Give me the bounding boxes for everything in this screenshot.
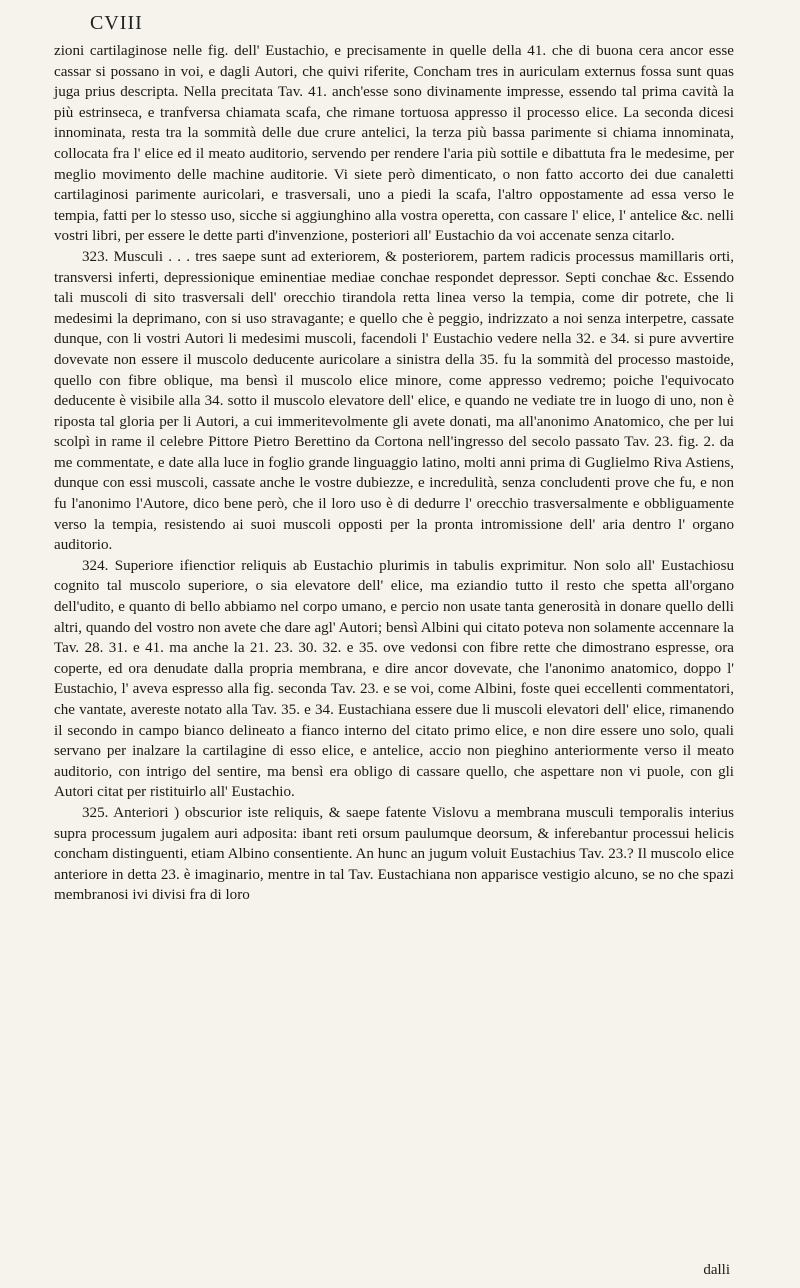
paragraph-324: 324. Superiore ifienctior reliquis ab Eustachio plurimis in tabulis exprimitur. Non solo all' Eustachiosu cognito tal muscolo superiore, o sia elevatore dell' elice, ma eziandio tutto il resto che spetta all'organo dell'udito, e quanto di bello abbiamo nel corpo umano, e percio non usate tanta generosità in donare quello delli altri, quando del vostro non avete che dare agl' Autori; bensì Albini qui citato poteva non solamente accennare la Tav. 28. 31. e 41. ma anche la 21. 23. 30. 32. e 35. ove vedonsi con fibre rette che dimostrano espresse, ora coperte, ed ora denudate dalla propria membrana, e dire ancor dovevate, che l'anonimo anatomico, doppo l' Eustachio, l' aveva espresso alla fig. seconda Tav. 23. e se voi, come Albini, foste quei eccellenti commentatori, che vantate, avereste notato alla Tav. 35. e 34. Eustachiana essere due li muscoli elevatori dell' elice, rimanendo il secondo in campo bianco delineato a fianco interno del citato primo elice, e non dire essere uno solo, quali servano per inalzare la cartilagine di esso elice, e antelice, accio non pieghino anteriormente verso il meato auditorio, con intrigo del sentire, ma bensì era obligo di cassare quello, che aspettare non vi puole, con gli Autori citat per ristituirlo all' Eustachio. [54,557,734,801]
page-body [54,41,734,906]
page-folio: CVIII [90,12,143,34]
paragraph-323: 323. Musculi . . . tres saepe sunt ad exteriorem, & posteriorem, partem radicis processus mamillaris orti, transversi inferti, depressionique eminentiae mediae conchae respondet depressor. Septi conchae &c. Essendo tali muscoli di sito trasversali dell' orecchio tirandola retta linea verso la tempia, come dir potrete, che li medesimi la deprimano, con si uso stravagante; e quello che è peggio, indrizzato a noi senza interpetre, cassate dunque, con li vostri Autori li medesimi muscoli, facendoli l' Eustachio vedere nella 32. e 34. si pure avvertire dovevate non essere il muscolo deducente auricolare a sinistra della 35. fu la sommità del processo mastoide, quello con fibre oblique, ma bensì il muscolo elice minore, come appresso vedremo; poiche l'equivocato deducente è visibile alla 34. sotto il muscolo elevatore dell' elice, e quando ne vediate tre in luogo di uno, non è riposta tal gloria per li Autori, a cui immeritevolmente gli avete donati, ma all'anonimo Anatomico, che per lui scolpì in rame il celebre Pittore Pietro Berettino da Cortona nell'ingresso del secolo passato Tav. 23. fig. 2. da me commentate, e date alla luce in foglio grande linguaggio latino, molti anni prima di Guglielmo Riva Astiens, dunque con essi muscoli, cassate anche le vostre dubiezze, e incredulità, senza concludenti prove che fu, e non fu l'anonimo l'Autore, dico bene però, che il loro uso è di dedurre l' orecchio trasversalmente e obbliguamente verso la tempia, resistendo ai suoi muscoli opposti per la pronta intromissione dell' aria dentro l' organo auditorio. [54,248,734,554]
paragraph-continuation: zioni cartilaginose nelle fig. dell' Eustachio, e precisamente in quelle della 41. che di buona cera ancor esse cassar si possano in voi, e dagli Autori, che quivi riferite, Concham tres in auriculam externus fossa sunt quas juga prius descripta. Nella precitata Tav. 41. anch'esse sono divinamente impresse, essendo tal prima cavità la più estrinseca, e tranfversa chiamata scafa, che rimane tortuosa appresso il processo elice. La seconda dicesi innominata, resta tra la sommità delle due crure antelici, la terza più bassa parimente si chiama innominata, collocata fra l' elice ed il meato auditorio, servendo per rendere l'aria più sottile e dibattuta fra le medesime, per meglio movimento delle machine auditorie. Vi siete però dimenticato, o non fatto accorto dei due canaletti cartilaginosi parimente auricolari, e trasversali, uno a piedi la scafa, l'altro oppostamente ad essa verso le tempia, fatti per lo stesso uso, sicche si aggiunghino alla vostra operetta, con cassare l' elice, l' antelice &c. nelli vostri libri, per essere le dette parti d'invenzione, posteriori all' Eustachio da voi accenate senza citarlo. [54,43,734,245]
catchword: dalli [703,1262,730,1278]
paragraph-325: 325. Anteriori ) obscurior iste reliquis, & saepe fatente Vislovu a membrana musculi temporalis interius supra processum jugalem auri adposita: ibant reti orsum paulumque deorsum, & inferebantur processui helicis concham distinguenti, etiam Albino consentiente. An hunc an jugum voluit Eustachius Tav. 23.? Il muscolo elice anteriore in detta 23. è imaginario, mentre in tal Tav. Eustachiana non apparisce vestigio alcuno, se no che spazi membranosi ivi divisi fra di loro [54,804,734,904]
